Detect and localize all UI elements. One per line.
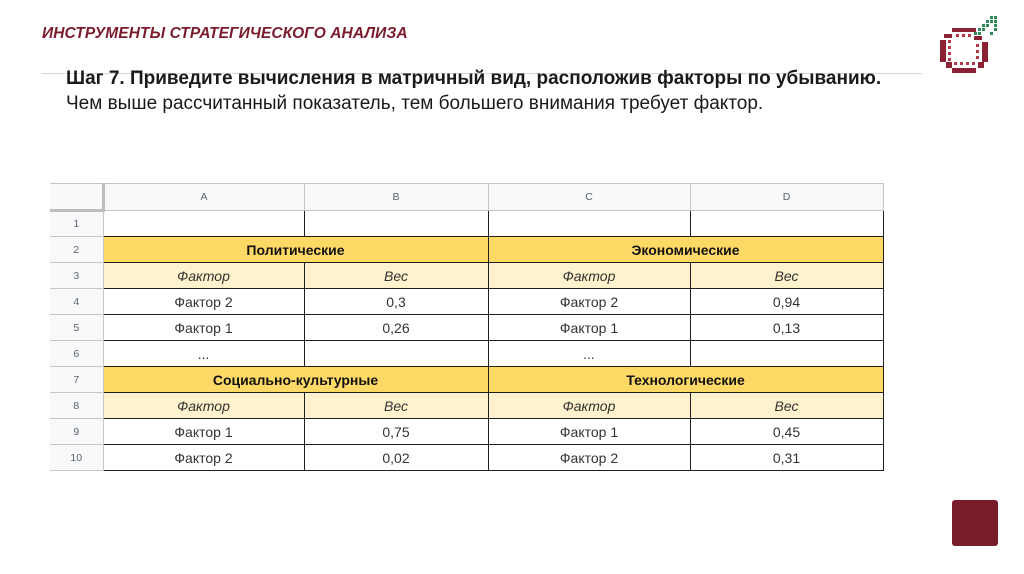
- row-header-8[interactable]: 8: [50, 393, 103, 419]
- economic-factor-header[interactable]: Фактор: [488, 263, 690, 289]
- cell-d6[interactable]: [690, 341, 883, 367]
- spreadsheet-grid: [50, 183, 884, 471]
- economic-factor-cell[interactable]: Фактор 1: [488, 315, 690, 341]
- table-row: [50, 211, 883, 237]
- column-header-c[interactable]: C: [488, 184, 690, 211]
- political-factor-header[interactable]: Фактор: [103, 263, 304, 289]
- step-instruction-normal: Чем выше рассчитанный показатель, тем большего внимания требует фактор.: [66, 93, 764, 114]
- table-row: [50, 289, 883, 315]
- tech-weight-cell[interactable]: 0,31: [690, 445, 883, 471]
- economic-ellipsis-cell[interactable]: ...: [488, 341, 690, 367]
- cell-d1[interactable]: [690, 211, 883, 237]
- social-factor-header[interactable]: Фактор: [103, 393, 304, 419]
- column-header-a[interactable]: A: [103, 184, 304, 211]
- social-factor-cell[interactable]: Фактор 1: [103, 419, 304, 445]
- row-header-6[interactable]: 6: [50, 341, 103, 367]
- cell-c1[interactable]: [488, 211, 690, 237]
- political-title-cell[interactable]: Политические: [103, 237, 488, 263]
- next-slide-icon[interactable]: [952, 500, 998, 546]
- table-row: [50, 263, 883, 289]
- table-row: [50, 237, 883, 263]
- social-weight-cell[interactable]: 0,02: [304, 445, 488, 471]
- table-row: [50, 419, 883, 445]
- row-header-7[interactable]: 7: [50, 367, 103, 393]
- row-header-5[interactable]: 5: [50, 315, 103, 341]
- social-weight-cell[interactable]: 0,75: [304, 419, 488, 445]
- social-factor-cell[interactable]: Фактор 2: [103, 445, 304, 471]
- tech-title-cell[interactable]: Технологические: [488, 367, 883, 393]
- row-header-3[interactable]: 3: [50, 263, 103, 289]
- political-weight-header[interactable]: Вес: [304, 263, 488, 289]
- column-header-b[interactable]: B: [304, 184, 488, 211]
- tech-factor-header[interactable]: Фактор: [488, 393, 690, 419]
- select-all-corner[interactable]: [50, 184, 103, 211]
- row-header-1[interactable]: 1: [50, 211, 103, 237]
- company-logo-icon: [934, 14, 1000, 78]
- political-ellipsis-cell[interactable]: ...: [103, 341, 304, 367]
- spreadsheet: [50, 183, 883, 470]
- tech-weight-header[interactable]: Вес: [690, 393, 883, 419]
- row-header-2[interactable]: 2: [50, 237, 103, 263]
- tech-factor-cell[interactable]: Фактор 2: [488, 445, 690, 471]
- step-instruction-bold: Шаг 7. Приведите вычисления в матричный вид, расположив факторы по убыванию.: [66, 68, 882, 89]
- economic-weight-header[interactable]: Вес: [690, 263, 883, 289]
- row-header-4[interactable]: 4: [50, 289, 103, 315]
- political-weight-cell[interactable]: 0,3: [304, 289, 488, 315]
- tech-factor-cell[interactable]: Фактор 1: [488, 419, 690, 445]
- cell-b6[interactable]: [304, 341, 488, 367]
- political-factor-cell[interactable]: Фактор 2: [103, 289, 304, 315]
- row-header-9[interactable]: 9: [50, 419, 103, 445]
- table-row: [50, 341, 883, 367]
- row-header-10[interactable]: 10: [50, 445, 103, 471]
- column-header-d[interactable]: D: [690, 184, 883, 211]
- political-factor-cell[interactable]: Фактор 1: [103, 315, 304, 341]
- table-row: [50, 367, 883, 393]
- economic-weight-cell[interactable]: 0,94: [690, 289, 883, 315]
- social-title-cell[interactable]: Социально-культурные: [103, 367, 488, 393]
- economic-factor-cell[interactable]: Фактор 2: [488, 289, 690, 315]
- table-row: [50, 393, 883, 419]
- political-weight-cell[interactable]: 0,26: [304, 315, 488, 341]
- table-row: [50, 315, 883, 341]
- economic-title-cell[interactable]: Экономические: [488, 237, 883, 263]
- page-title: ИНСТРУМЕНТЫ СТРАТЕГИЧЕСКОГО АНАЛИЗА: [42, 25, 408, 42]
- step-instruction: [66, 66, 906, 116]
- social-weight-header[interactable]: Вес: [304, 393, 488, 419]
- cell-a1[interactable]: [103, 211, 304, 237]
- economic-weight-cell[interactable]: 0,13: [690, 315, 883, 341]
- tech-weight-cell[interactable]: 0,45: [690, 419, 883, 445]
- table-row: [50, 445, 883, 471]
- cell-b1[interactable]: [304, 211, 488, 237]
